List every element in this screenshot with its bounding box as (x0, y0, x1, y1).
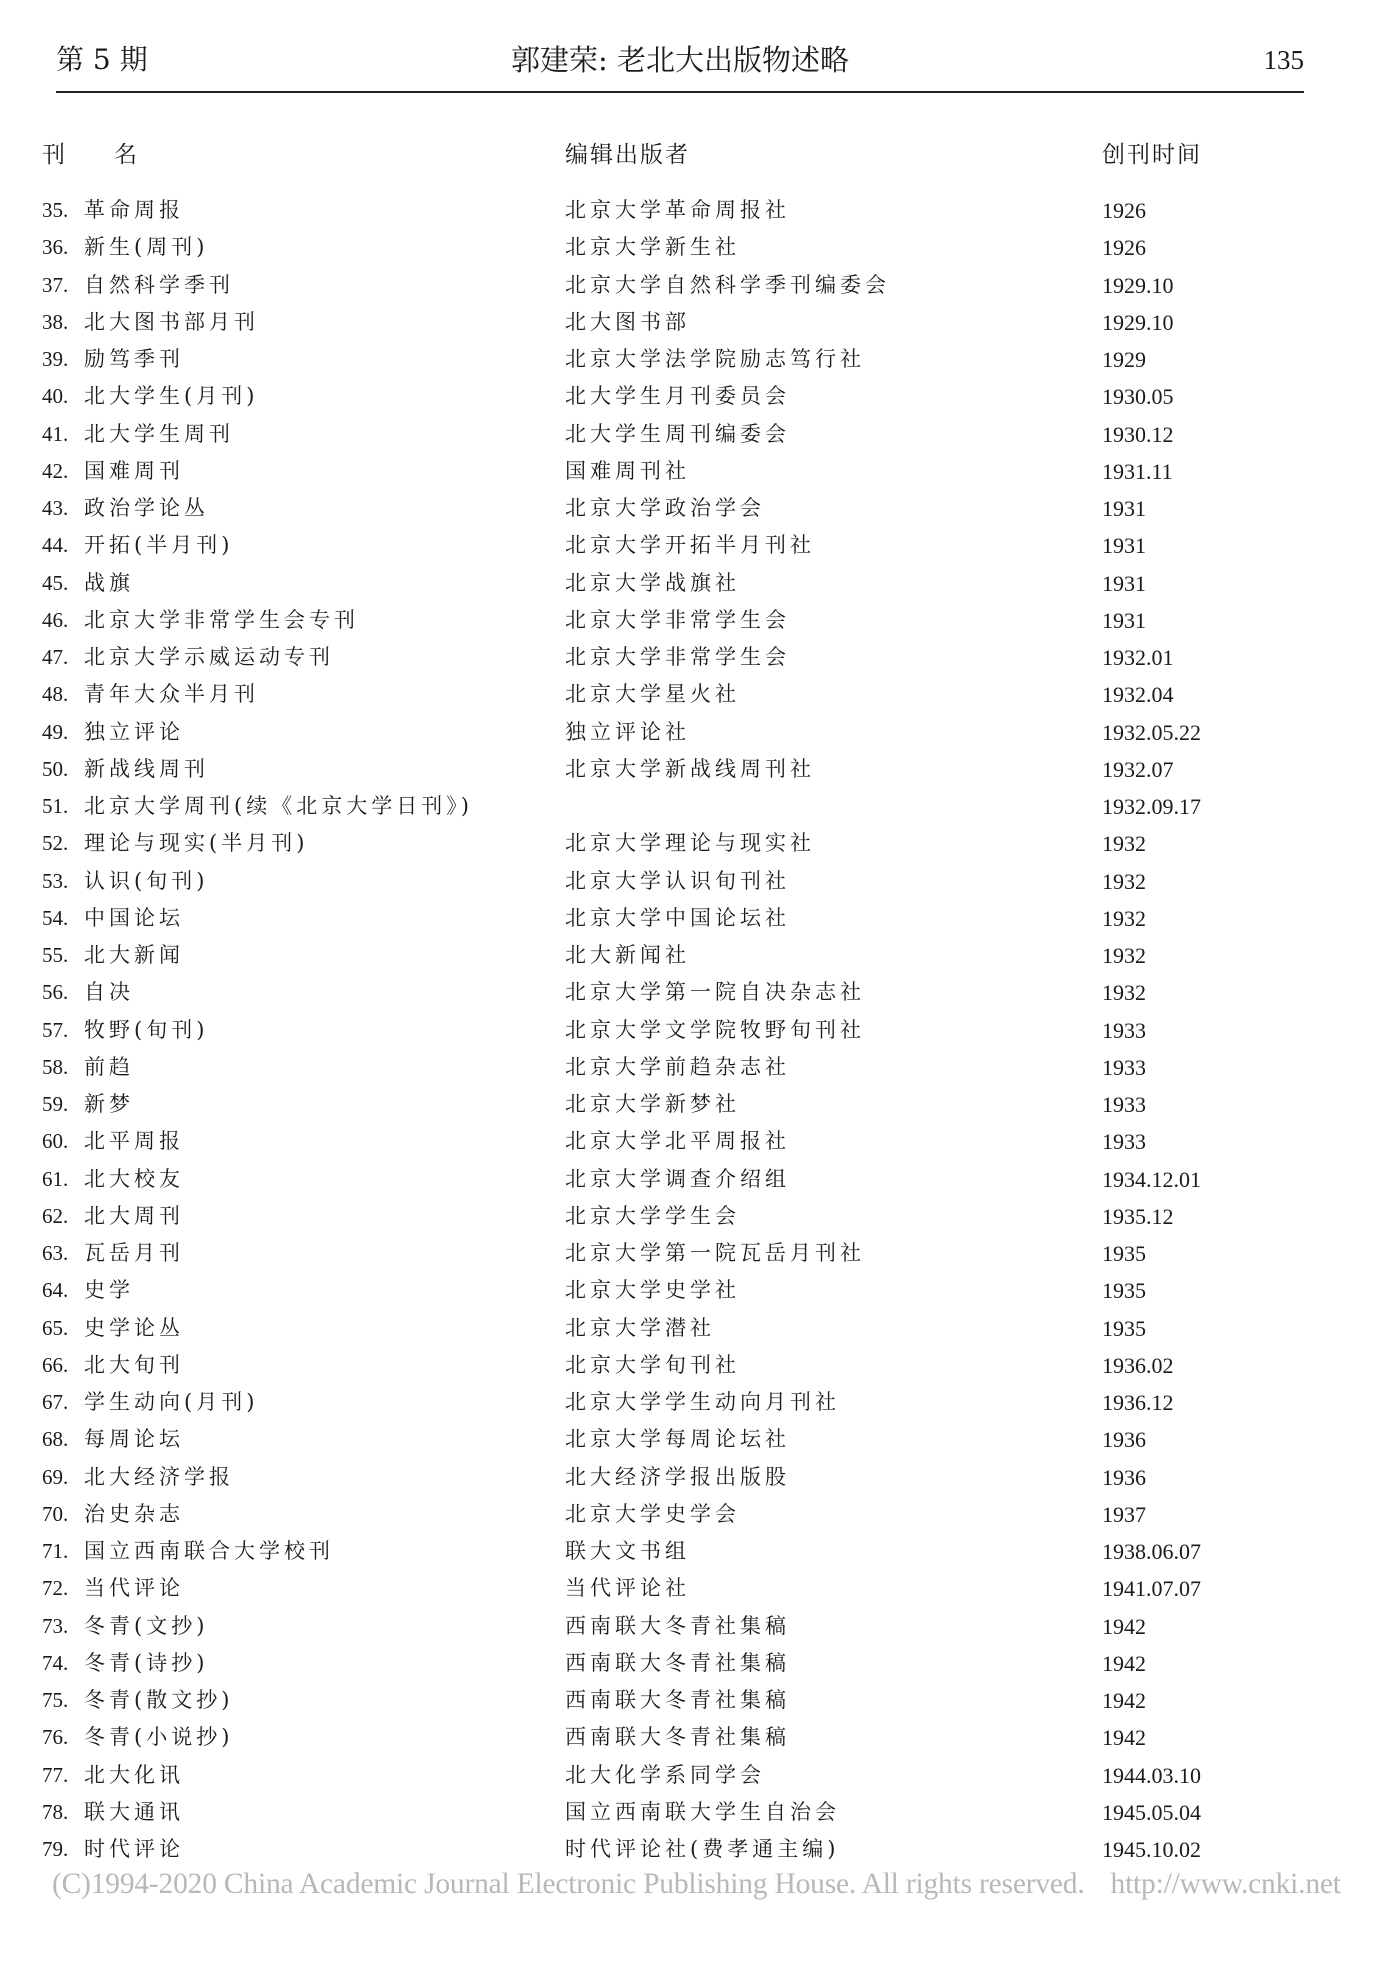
publication-name: 牧野(旬刊) (84, 1017, 209, 1042)
table-row (42, 602, 1302, 639)
row-number: 58. (42, 1054, 69, 1079)
publisher: 北京大学非常学生会 (565, 645, 790, 669)
row-number: 44. (42, 533, 69, 558)
table-row (42, 639, 1302, 676)
column-header-name-char-1: 刊 (42, 142, 67, 168)
row-number: 71. (42, 1539, 69, 1563)
publication-name: 前趋 (84, 1054, 134, 1079)
row-number: 68. (42, 1427, 69, 1452)
publisher: 北京大学北平周报社 (565, 1129, 790, 1154)
publication-name: 北大经济学报 (84, 1464, 234, 1489)
founding-date: 1937 (1102, 1501, 1146, 1527)
publisher: 北京大学潜社 (565, 1315, 715, 1340)
publication-name: 北大学生周刊 (84, 421, 234, 446)
publisher: 北京大学战旗社 (565, 570, 740, 595)
publication-name: 政治学论丛 (84, 496, 209, 520)
table-row (42, 1496, 1302, 1533)
table-row (42, 1421, 1302, 1458)
publisher: 北京大学认识旬刊社 (565, 868, 790, 893)
founding-date: 1932 (1102, 831, 1146, 857)
founding-date: 1932 (1102, 905, 1146, 931)
founding-date: 1933 (1102, 1129, 1146, 1155)
row-number: 56. (42, 980, 69, 1005)
row-number: 53. (42, 868, 69, 893)
publisher: 北京大学学生会 (565, 1203, 740, 1228)
table-row (42, 1608, 1302, 1645)
founding-date: 1935 (1102, 1278, 1146, 1304)
publication-name: 新生(周刊) (84, 235, 209, 260)
row-number: 75. (42, 1688, 69, 1712)
table-row (42, 527, 1302, 564)
row-number: 43. (42, 496, 69, 520)
table-row (42, 267, 1302, 304)
table-row (42, 676, 1302, 713)
table-row (42, 1719, 1302, 1756)
founding-date: 1932.05.22 (1102, 719, 1201, 745)
row-number: 63. (42, 1241, 69, 1265)
column-header-date: 创刊时间 (1102, 142, 1202, 168)
table-row (42, 1123, 1302, 1160)
founding-date: 1942 (1102, 1650, 1146, 1676)
publication-name: 瓦岳月刊 (84, 1241, 184, 1265)
publication-name: 北大周刊 (84, 1203, 184, 1228)
founding-date: 1935.12 (1102, 1203, 1174, 1229)
row-number: 57. (42, 1017, 69, 1042)
publisher: 北京大学法学院励志笃行社 (565, 347, 865, 371)
founding-date: 1931.11 (1102, 458, 1173, 484)
row-number: 52. (42, 831, 69, 856)
founding-date: 1936 (1102, 1464, 1146, 1490)
table-row (42, 714, 1302, 751)
table-row (42, 1161, 1302, 1198)
table-row (42, 751, 1302, 788)
row-number: 77. (42, 1762, 69, 1787)
publisher: 西南联大冬青社集稿 (565, 1725, 790, 1750)
row-number: 42. (42, 458, 69, 483)
publication-name: 励笃季刊 (84, 347, 184, 371)
publisher: 时代评论社(费孝通主编) (565, 1837, 840, 1861)
table-row (42, 788, 1302, 825)
row-number: 72. (42, 1576, 69, 1601)
founding-date: 1938.06.07 (1102, 1539, 1201, 1564)
publisher: 西南联大冬青社集稿 (565, 1688, 790, 1712)
table-row (42, 1198, 1302, 1235)
table-row (42, 900, 1302, 937)
row-number: 40. (42, 384, 69, 409)
column-header-name (42, 136, 139, 169)
footer-url: http://www.cnki.net (1110, 1868, 1341, 1900)
table-row (42, 1831, 1302, 1868)
publication-name: 国立西南联合大学校刊 (84, 1539, 334, 1563)
table-row (42, 565, 1302, 602)
table-row (42, 1235, 1302, 1272)
publisher: 北京大学前趋杂志社 (565, 1054, 790, 1079)
page-number: 135 (1263, 45, 1304, 75)
row-number: 50. (42, 756, 69, 781)
publication-name: 冬青(散文抄) (84, 1688, 234, 1712)
table-row (42, 1310, 1302, 1347)
publication-name: 革命周报 (84, 198, 184, 222)
table-row (42, 1794, 1302, 1831)
column-header-name-char-2: 名 (114, 142, 139, 168)
publication-name: 冬青(小说抄) (84, 1725, 234, 1750)
founding-date: 1933 (1102, 1092, 1146, 1117)
founding-date: 1931 (1102, 570, 1146, 596)
table-row (42, 1384, 1302, 1421)
row-number: 70. (42, 1501, 69, 1526)
issue-label: 第 5 期 (56, 43, 148, 76)
table-row (42, 229, 1302, 266)
founding-date: 1926 (1102, 198, 1146, 223)
publication-name: 当代评论 (84, 1576, 184, 1601)
publication-name: 北大化讯 (84, 1762, 184, 1787)
founding-date: 1942 (1102, 1725, 1146, 1751)
founding-date: 1936 (1102, 1427, 1146, 1453)
founding-date: 1931 (1102, 607, 1146, 633)
founding-date: 1942 (1102, 1613, 1146, 1639)
table-row (42, 825, 1302, 862)
header-rule (56, 91, 1304, 93)
publisher: 北京大学新梦社 (565, 1092, 740, 1116)
row-number: 73. (42, 1613, 69, 1638)
founding-date: 1930.12 (1102, 421, 1174, 447)
publisher: 西南联大冬青社集稿 (565, 1650, 790, 1675)
table-row (42, 1347, 1302, 1384)
row-number: 54. (42, 905, 69, 930)
table-body (42, 192, 1302, 1868)
row-number: 38. (42, 309, 69, 334)
publication-name: 中国论坛 (84, 905, 184, 930)
publication-name: 治史杂志 (84, 1501, 184, 1526)
publication-name: 学生动向(月刊) (84, 1390, 259, 1414)
publisher: 北京大学文学院牧野旬刊社 (565, 1017, 865, 1042)
publisher: 北京大学新生社 (565, 235, 740, 260)
row-number: 59. (42, 1092, 69, 1116)
founding-date: 1936.02 (1102, 1352, 1174, 1378)
founding-date: 1944.03.10 (1102, 1762, 1201, 1788)
founding-date: 1929 (1102, 347, 1146, 372)
table-row (42, 1645, 1302, 1682)
row-number: 51. (42, 794, 69, 818)
publication-name: 北平周报 (84, 1129, 184, 1154)
publisher: 北大图书部 (565, 309, 690, 334)
publisher: 北京大学政治学会 (565, 496, 765, 520)
row-number: 76. (42, 1725, 69, 1750)
publisher: 联大文书组 (565, 1539, 690, 1563)
founding-date: 1930.05 (1102, 384, 1174, 410)
copyright-text: (C)1994-2020 China Academic Journal Electronic Publishing House. All rights reserved. (52, 1868, 1085, 1900)
table-row (42, 490, 1302, 527)
founding-date: 1942 (1102, 1688, 1146, 1713)
table-row (42, 1272, 1302, 1309)
publication-name: 北京大学非常学生会专刊 (84, 607, 359, 632)
founding-date: 1932 (1102, 980, 1146, 1006)
row-number: 48. (42, 682, 69, 707)
publisher: 北大经济学报出版股 (565, 1464, 790, 1489)
publication-name: 青年大众半月刊 (84, 682, 259, 707)
row-number: 35. (42, 198, 69, 222)
publisher: 北京大学新战线周刊社 (565, 756, 815, 781)
founding-date: 1934.12.01 (1102, 1166, 1201, 1192)
founding-date: 1929.10 (1102, 309, 1174, 335)
publication-name: 自决 (84, 980, 134, 1005)
publisher: 北京大学史学会 (565, 1501, 740, 1526)
publication-name: 冬青(诗抄) (84, 1650, 209, 1675)
table-row (42, 416, 1302, 453)
publication-name: 时代评论 (84, 1837, 184, 1861)
founding-date: 1932.01 (1102, 645, 1174, 670)
row-number: 45. (42, 570, 69, 595)
founding-date: 1935 (1102, 1315, 1146, 1341)
publisher: 北京大学革命周报社 (565, 198, 790, 222)
table-row (42, 192, 1302, 229)
page-header (56, 40, 1304, 92)
table-row (42, 1682, 1302, 1719)
row-number: 37. (42, 272, 69, 297)
row-number: 74. (42, 1650, 69, 1675)
row-number: 62. (42, 1203, 69, 1228)
publication-name: 理论与现实(半月刊) (84, 831, 309, 856)
row-number: 64. (42, 1278, 69, 1303)
founding-date: 1931 (1102, 533, 1146, 559)
founding-date: 1932.04 (1102, 682, 1174, 708)
publication-name: 北京大学周刊(续《北京大学日刊》) (84, 794, 473, 818)
table-row (42, 341, 1302, 378)
table-row (42, 378, 1302, 415)
copyright-footer (52, 1868, 1372, 1901)
publisher: 北大化学系同学会 (565, 1762, 765, 1787)
founding-date: 1926 (1102, 235, 1146, 261)
publication-name: 独立评论 (84, 719, 184, 744)
row-number: 55. (42, 943, 69, 967)
founding-date: 1933 (1102, 1017, 1146, 1043)
publisher: 北京大学第一院自决杂志社 (565, 980, 865, 1005)
table-row (42, 304, 1302, 341)
founding-date: 1932 (1102, 943, 1146, 968)
publication-name: 认识(旬刊) (84, 868, 209, 893)
row-number: 65. (42, 1315, 69, 1340)
publication-name: 新战线周刊 (84, 756, 209, 781)
publication-name: 史学论丛 (84, 1315, 184, 1340)
publisher: 国难周刊社 (565, 458, 690, 483)
publisher: 国立西南联大学生自治会 (565, 1799, 840, 1824)
founding-date: 1933 (1102, 1054, 1146, 1080)
founding-date: 1929.10 (1102, 272, 1174, 298)
row-number: 41. (42, 421, 69, 446)
table-row (42, 453, 1302, 490)
publisher: 北大学生月刊委员会 (565, 384, 790, 409)
row-number: 49. (42, 719, 69, 744)
publisher: 北京大学调查介绍组 (565, 1166, 790, 1191)
row-number: 78. (42, 1799, 69, 1824)
founding-date: 1936.12 (1102, 1390, 1174, 1415)
table-row (42, 1757, 1302, 1794)
row-number: 67. (42, 1390, 69, 1414)
publisher: 北京大学中国论坛社 (565, 905, 790, 930)
founding-date: 1941.07.07 (1102, 1576, 1201, 1602)
table-header (42, 132, 1302, 172)
founding-date: 1932.09.17 (1102, 794, 1201, 819)
founding-date: 1931 (1102, 496, 1146, 521)
publisher: 西南联大冬青社集稿 (565, 1613, 790, 1638)
publisher: 北京大学非常学生会 (565, 607, 790, 632)
publication-name: 北大新闻 (84, 943, 184, 967)
founding-date: 1945.05.04 (1102, 1799, 1201, 1825)
table-row (42, 1570, 1302, 1607)
publisher: 北京大学旬刊社 (565, 1352, 740, 1377)
table-row (42, 974, 1302, 1011)
publication-name: 史学 (84, 1278, 134, 1303)
publisher: 独立评论社 (565, 719, 690, 744)
publisher: 北京大学史学社 (565, 1278, 740, 1303)
publisher: 当代评论社 (565, 1576, 690, 1601)
founding-date: 1945.10.02 (1102, 1837, 1201, 1862)
table-row (42, 1086, 1302, 1123)
table-row (42, 1459, 1302, 1496)
row-number: 39. (42, 347, 69, 371)
row-number: 36. (42, 235, 69, 260)
founding-date: 1935 (1102, 1241, 1146, 1266)
row-number: 66. (42, 1352, 69, 1377)
publisher: 北京大学星火社 (565, 682, 740, 707)
publication-name: 新梦 (84, 1092, 134, 1116)
publication-name: 北大旬刊 (84, 1352, 184, 1377)
publication-name: 北大学生(月刊) (84, 384, 259, 409)
publication-name: 战旗 (84, 570, 134, 595)
publisher: 北大新闻社 (565, 943, 690, 967)
table-row (42, 1533, 1302, 1570)
table-row (42, 1012, 1302, 1049)
publication-name: 北大图书部月刊 (84, 309, 259, 334)
row-number: 46. (42, 607, 69, 632)
publication-name: 联大通讯 (84, 1799, 184, 1824)
publisher: 北京大学开拓半月刊社 (565, 533, 815, 558)
table-row (42, 1049, 1302, 1086)
publication-name: 北京大学示威运动专刊 (84, 645, 334, 669)
publisher: 北京大学自然科学季刊编委会 (565, 272, 890, 297)
publication-name: 开拓(半月刊) (84, 533, 234, 558)
publication-name: 冬青(文抄) (84, 1613, 209, 1638)
publisher: 北京大学每周论坛社 (565, 1427, 790, 1452)
column-header-publisher: 编辑出版者 (565, 142, 690, 168)
publisher: 北大学生周刊编委会 (565, 421, 790, 446)
founding-date: 1932.07 (1102, 756, 1174, 782)
publisher: 北京大学第一院瓦岳月刊社 (565, 1241, 865, 1265)
publisher: 北京大学学生动向月刊社 (565, 1390, 840, 1414)
row-number: 79. (42, 1837, 69, 1861)
running-title: 郭建荣: 老北大出版物述略 (511, 43, 849, 77)
row-number: 69. (42, 1464, 69, 1489)
table-row (42, 937, 1302, 974)
publisher: 北京大学理论与现实社 (565, 831, 815, 856)
row-number: 60. (42, 1129, 69, 1154)
table-row (42, 863, 1302, 900)
publication-name: 自然科学季刊 (84, 272, 234, 297)
publication-name: 北大校友 (84, 1166, 184, 1191)
founding-date: 1932 (1102, 868, 1146, 894)
publication-name: 每周论坛 (84, 1427, 184, 1452)
publication-name: 国难周刊 (84, 458, 184, 483)
row-number: 61. (42, 1166, 69, 1191)
row-number: 47. (42, 645, 69, 669)
